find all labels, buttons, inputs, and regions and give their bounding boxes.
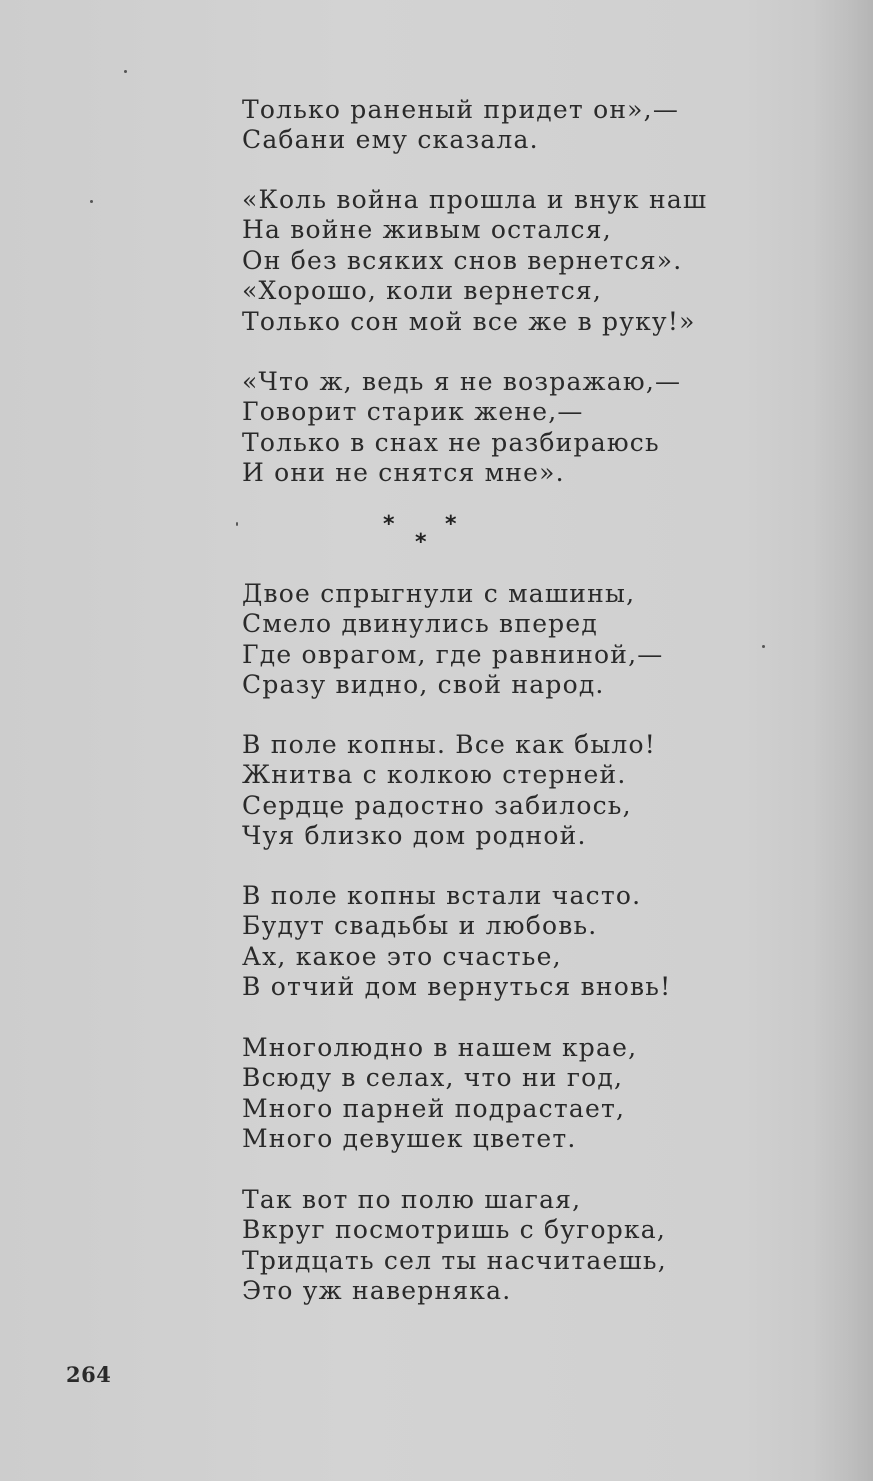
section-asterism (383, 512, 463, 560)
poem-line: «Коль война прошла и внук наш (242, 185, 708, 214)
print-speck (762, 645, 765, 648)
poem-line: Только сон мой все же в руку!» (242, 306, 696, 336)
poem-line: Он без всяких снов вернется». (242, 245, 683, 275)
poem-line: Сердце радостно забилось, (242, 790, 632, 820)
poem-line: Ах, какое это счастье, (242, 941, 562, 971)
print-speck (90, 200, 93, 203)
asterism-star: * (445, 512, 457, 537)
poem-line: Чуя близко дом родной. (242, 821, 587, 851)
poem-line: «Что ж, ведь я не возражаю,— (242, 367, 682, 396)
stanza-1 (242, 95, 679, 156)
poem-line: Много девушек цветет. (242, 1124, 577, 1154)
stanza-8 (242, 1185, 667, 1307)
poem-line: Где оврагом, где равниной,— (242, 639, 664, 669)
print-speck (236, 522, 238, 526)
stanza-6 (242, 881, 671, 1003)
stanza-4 (242, 579, 663, 701)
poem-line: На войне живым остался, (242, 215, 612, 245)
poem-line: Смело двинулись вперед (242, 609, 598, 639)
poem-line: Говорит старик жене,— (242, 397, 584, 427)
poem-line: Это уж наверняка. (242, 1276, 512, 1306)
poem-line: Двое спрыгнули с машины, (242, 579, 636, 608)
poem-line: Много парней подрастает, (242, 1093, 626, 1123)
print-speck (124, 70, 127, 73)
poem-line: Всюду в селах, что ни год, (242, 1063, 624, 1093)
stanza-2 (242, 185, 707, 337)
poem-line: Жнитва с колкою стерней. (242, 760, 627, 790)
poem-line: Только раненый придет он»,— (242, 95, 680, 124)
poem-line: Сразу видно, свой народ. (242, 670, 605, 700)
asterism-star: * (383, 512, 395, 537)
page-edge-shadow (813, 0, 873, 1481)
poem-line: В отчий дом вернуться вновь! (242, 972, 672, 1002)
poem-line: Так вот по полю шагая, (242, 1185, 582, 1214)
poem-line: Многолюдно в нашем крае, (242, 1033, 638, 1062)
poem-line: В поле копны встали часто. (242, 881, 642, 910)
poem-line: Сабани ему сказала. (242, 125, 539, 155)
poem-line: И они не снятся мне». (242, 458, 565, 488)
stanza-7 (242, 1033, 637, 1155)
poem-line: Только в снах не разбираюсь (242, 427, 660, 457)
poem-line: В поле копны. Все как было! (242, 730, 656, 759)
page-number: 264 (66, 1362, 112, 1387)
stanza-3 (242, 367, 681, 489)
asterism-star: * (415, 530, 427, 555)
poem-line: Тридцать сел ты насчитаешь, (242, 1245, 667, 1275)
stanza-5 (242, 730, 656, 852)
poem-line: Вкруг посмотришь с бугорка, (242, 1215, 667, 1245)
poem-line: «Хорошо, коли вернется, (242, 276, 603, 306)
poem-line: Будут свадьбы и любовь. (242, 911, 598, 941)
